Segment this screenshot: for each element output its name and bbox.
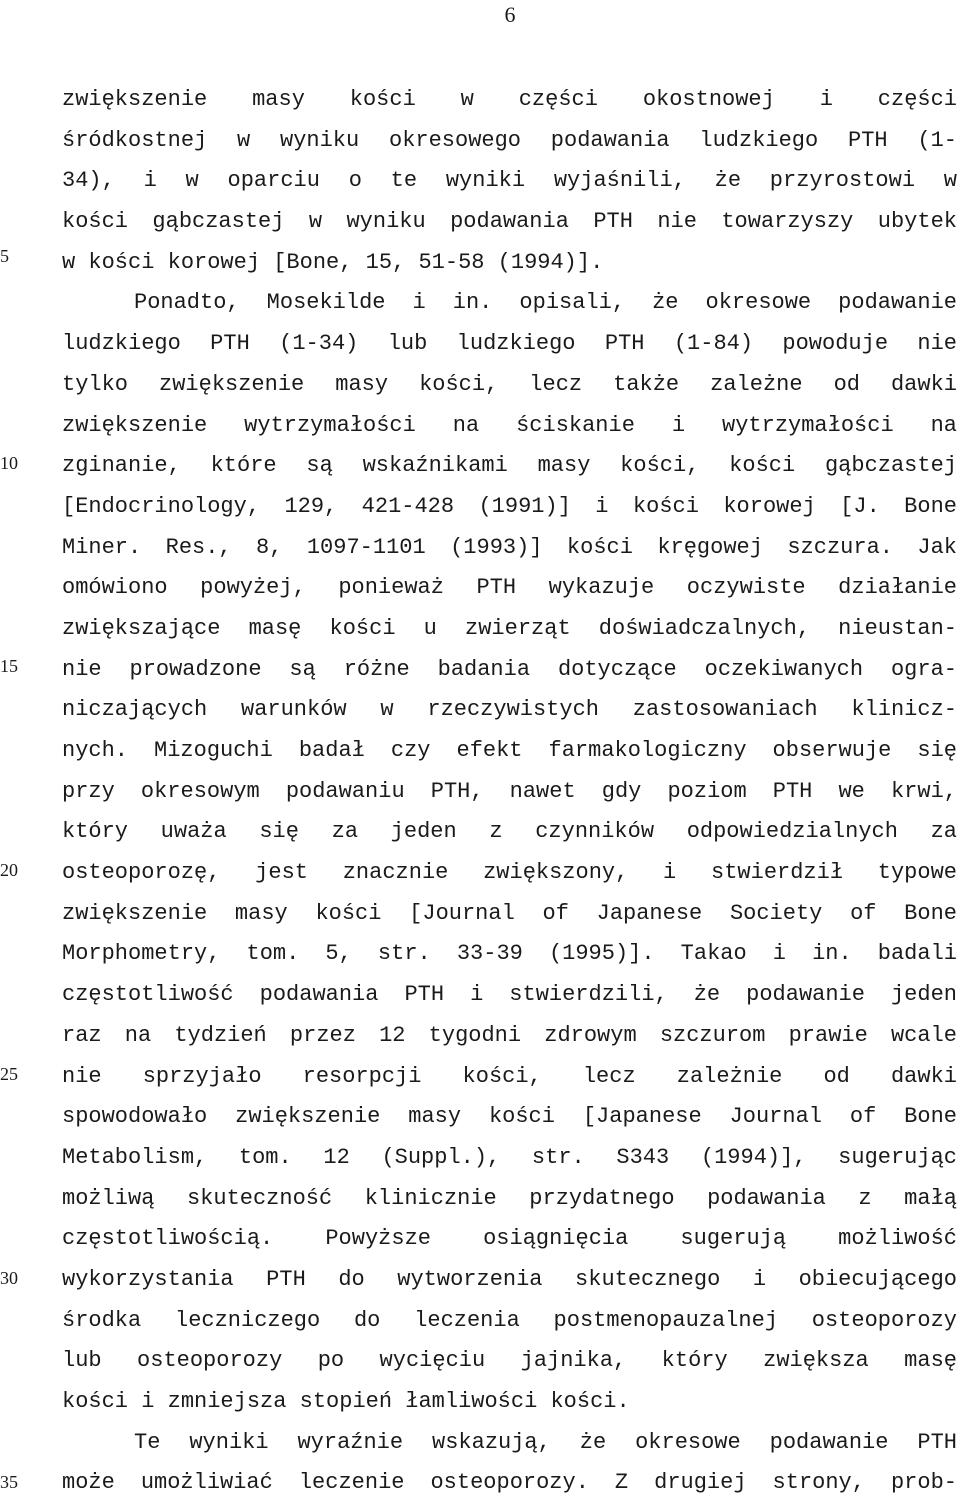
text-line: który uważa się za jeden z czynników odpowiedzialnych za (62, 819, 957, 845)
text-line: Morphometry, tom. 5, str. 33-39 (1995)]. Takao i in. badali (62, 941, 957, 967)
document-body (62, 80, 957, 1504)
text-line: lub osteoporozy po wycięciu jajnika, który zwiększa masę (62, 1348, 957, 1374)
text-line: zwiększenie wytrzymałości na ściskanie i wytrzymałości na (62, 412, 957, 438)
text-line: niczających warunków w rzeczywistych zastosowaniach klinicz- (62, 697, 957, 723)
text-line: może umożliwiać leczenie osteoporozy. Z drugiej strony, prob- (62, 1470, 957, 1496)
text-line: kości gąbczastej w wyniku podawania PTH nie towarzyszy ubytek (62, 209, 957, 235)
text-line: częstotliwością. Powyższe osiągnięcia sugerują możliwość (62, 1226, 957, 1252)
text-line: wykorzystania PTH do wytworzenia skutecznego i obiecującego (62, 1266, 957, 1292)
text-line: [Endocrinology, 129, 421-428 (1991)] i kości korowej [J. Bone (62, 493, 957, 519)
line-number: 30 (0, 1268, 18, 1288)
text-line: spowodowało zwiększenie masy kości [Japanese Journal of Bone (62, 1104, 957, 1130)
text-line: ludzkiego PTH (1-34) lub ludzkiego PTH (1-84) powoduje nie (62, 331, 957, 357)
text-line: Miner. Res., 8, 1097-1101 (1993)] kości kręgowej szczura. Jak (62, 534, 957, 560)
text-line: 34), i w oparciu o te wyniki wyjaśnili, że przyrostowi w (62, 168, 957, 194)
text-line: częstotliwość podawania PTH i stwierdzili, że podawanie jeden (62, 982, 957, 1008)
text-line: kości i zmniejsza stopień łamliwości kości. (62, 1389, 630, 1414)
text-line: nie sprzyjało resorpcji kości, lecz zależnie od dawki (62, 1063, 957, 1089)
page-number: 6 (504, 2, 516, 27)
line-number: 10 (0, 453, 18, 473)
text-line: nie prowadzone są różne badania dotyczące oczekiwanych ogra- (62, 656, 957, 682)
text-line: nych. Mizoguchi badał czy efekt farmakologiczny obserwuje się (62, 738, 957, 763)
text-line: zwiększające masę kości u zwierząt doświadczalnych, nieustan- (62, 615, 957, 641)
line-number: 25 (0, 1064, 18, 1084)
text-line: Ponadto, Mosekilde i in. opisali, że okresowe podawanie (134, 290, 957, 316)
text-line: omówiono powyżej, ponieważ PTH wykazuje oczywiste działanie (62, 575, 957, 601)
text-line: przy okresowym podawaniu PTH, nawet gdy poziom PTH we krwi, (62, 778, 957, 804)
text-line: tylko zwiększenie masy kości, lecz także zależne od dawki (62, 371, 957, 397)
text-line: środka leczniczego do leczenia postmenopauzalnej osteoporozy (62, 1307, 957, 1333)
text-line: osteoporozę, jest znacznie zwiększony, i stwierdził typowe (62, 860, 957, 886)
text-line: zwiększenie masy kości [Journal of Japanese Society of Bone (62, 900, 957, 926)
line-number: 15 (0, 656, 18, 676)
text-line: możliwą skuteczność klinicznie przydatnego podawania z małą (62, 1185, 957, 1211)
text-line: zwiększenie masy kości w części okostnowej i części (62, 87, 957, 112)
text-line: Te wyniki wyraźnie wskazują, że okresowe podawanie PTH (134, 1429, 957, 1455)
text-line: w kości korowej [Bone, 15, 51-58 (1994)]. (62, 249, 604, 275)
text-line: śródkostnej w wyniku okresowego podawania ludzkiego PTH (1- (62, 127, 957, 153)
line-number: 35 (0, 1472, 18, 1492)
text-line: Metabolism, tom. 12 (Suppl.), str. S343 (1994)], sugerując (62, 1144, 957, 1170)
line-number: 20 (0, 860, 18, 880)
text-line: zginanie, które są wskaźnikami masy kości, kości gąbczastej (62, 453, 957, 479)
text-line: raz na tydzień przez 12 tygodni zdrowym szczurom prawie wcale (62, 1022, 957, 1048)
line-number: 5 (0, 246, 9, 266)
